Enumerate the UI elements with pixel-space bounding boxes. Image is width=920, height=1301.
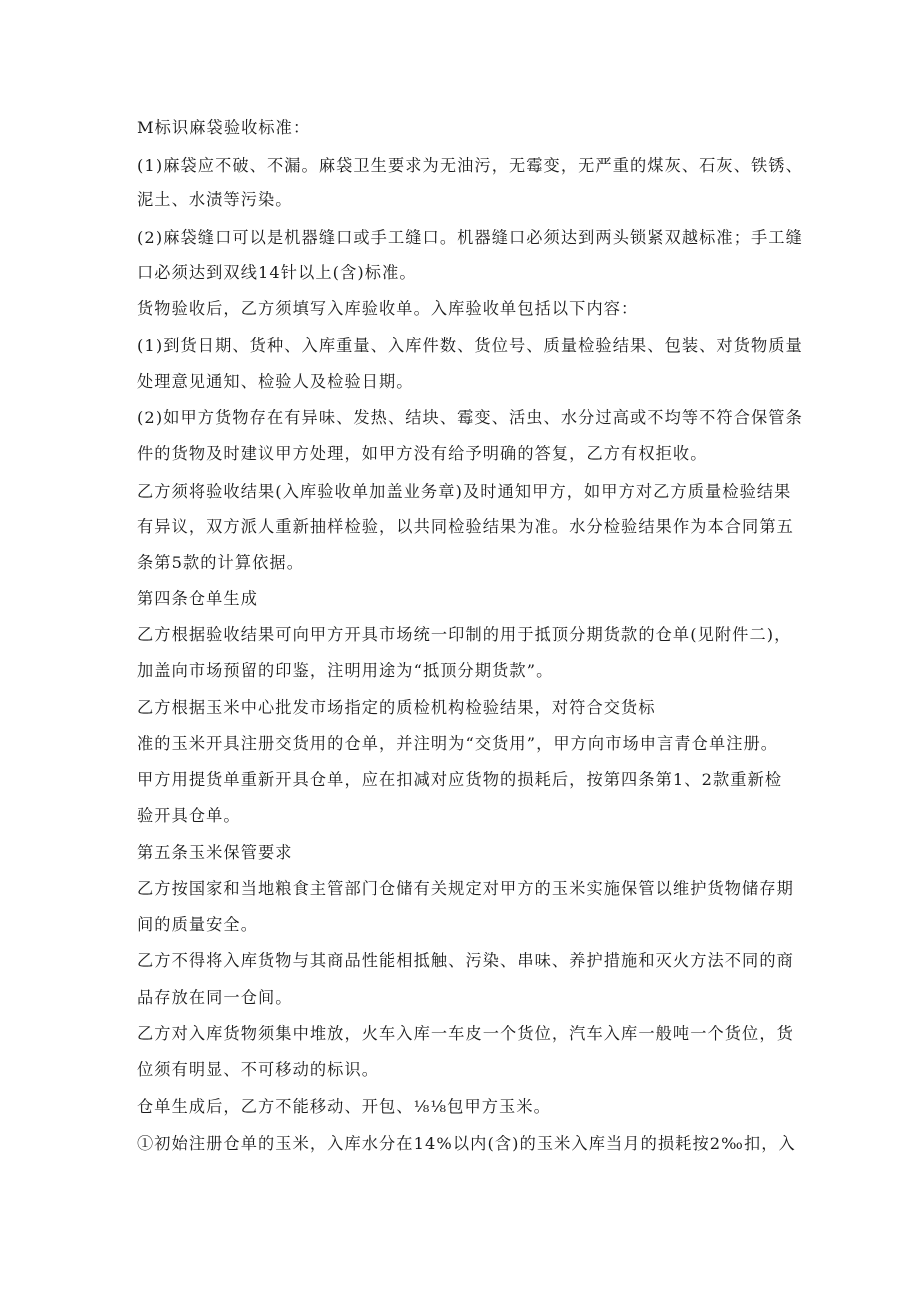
- text-line: 准的玉米开具注册交货用的仓单，并注明为“交货用”，甲方向市场申言青仓单注册。: [137, 734, 779, 753]
- text-line: ①初始注册仓单的玉米，入库水分在14%以内(含)的玉米入库当月的损耗按2‰扣，入: [137, 1134, 796, 1153]
- text-line: 有异议，双方派人重新抽样检验，以共同检验结果为准。水分检验结果作为本合同第五: [137, 517, 794, 536]
- text-line: 乙方不得将入库货物与其商品性能相抵触、污染、串味、养护措施和灭火方法不同的商: [137, 951, 794, 970]
- section-heading: 第五条玉米保管要求: [137, 843, 293, 862]
- text-line: (2)麻袋缝口可以是机器缝口或手工缝口。机器缝口必须达到两头锁紧双越标准；手工缝: [137, 228, 803, 247]
- text-line: 加盖向市场预留的印鉴，注明用途为“抵顶分期货款”。: [137, 661, 554, 680]
- text-line: 乙方根据玉米中心批发市场指定的质检机构检验结果，对符合交货标: [137, 698, 656, 717]
- text-line: 口必须达到双线14针以上(含)标准。: [137, 263, 417, 282]
- text-line: 仓单生成后，乙方不能移动、开包、⅛⅛包甲方玉米。: [137, 1097, 551, 1116]
- text-line: (2)如甲方货物存在有异味、发热、结块、霉变、活虫、水分过高或不均等不符合保管条: [137, 408, 803, 427]
- section-heading: 第四条仓单生成: [137, 589, 259, 608]
- text-line: 乙方按国家和当地粮食主管部门仓储有关规定对甲方的玉米实施保管以维护货物储存期: [137, 879, 794, 898]
- text-line: (1)麻袋应不破、不漏。麻袋卫生要求为无油污，无霉变，无严重的煤灰、石灰、铁锈、: [137, 156, 803, 175]
- text-line: 货物验收后，乙方须填写入库验收单。入库验收单包括以下内容：: [137, 299, 639, 318]
- text-line: 甲方用提货单重新开具仓单，应在扣减对应货物的损耗后，按第四条第1、2款重新检: [137, 770, 783, 789]
- text-line: M标识麻袋验收标准：: [137, 118, 311, 137]
- text-line: 品存放在同一仓间。: [137, 988, 293, 1007]
- text-line: 处理意见通知、检验人及检验日期。: [137, 372, 414, 391]
- text-line: 乙方对入库货物须集中堆放，火车入库一车皮一个货位，汽车入库一般吨一个货位，货: [137, 1024, 794, 1043]
- text-line: (1)到货日期、货种、入库重量、入库件数、货位号、质量检验结果、包装、对货物质量: [137, 336, 803, 355]
- text-line: 间的质量安全。: [137, 915, 259, 934]
- text-line: 泥土、水渍等污染。: [137, 190, 293, 209]
- text-line: 位须有明显、不可移动的标识。: [137, 1060, 380, 1079]
- text-line: 验开具仓单。: [137, 806, 241, 825]
- text-line: 乙方须将验收结果(入库验收单加盖业务章)及时通知甲方，如甲方对乙方质量检验结果: [137, 482, 792, 501]
- text-line: 条第5款的计算依据。: [137, 553, 304, 572]
- text-line: 件的货物及时建议甲方处理，如甲方没有给予明确的答复，乙方有权拒收。: [137, 444, 708, 463]
- text-line: 乙方根据验收结果可向甲方开具市场统一印制的用于抵顶分期货款的仓单(见附件二)，: [137, 625, 792, 644]
